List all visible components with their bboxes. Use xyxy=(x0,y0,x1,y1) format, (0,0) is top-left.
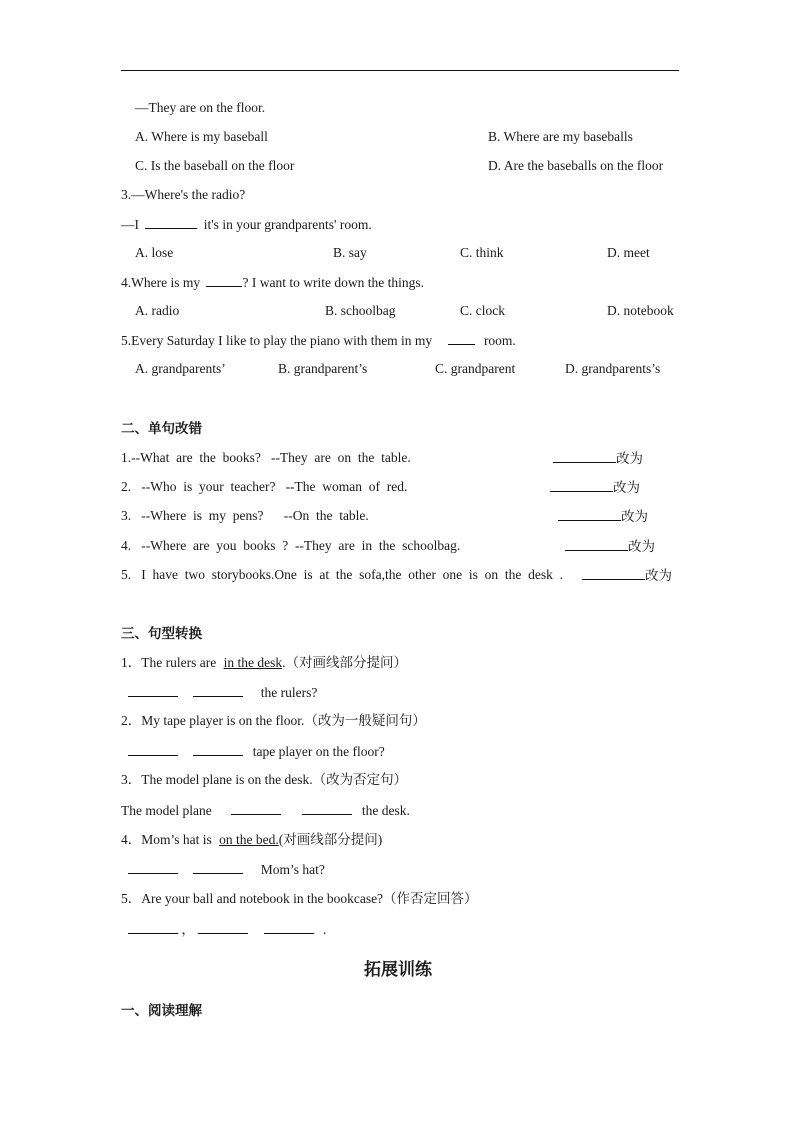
s3-answer-3-blank-2[interactable] xyxy=(302,802,352,815)
q3-option-d: D. meet xyxy=(607,245,650,260)
s3-answer-4 xyxy=(128,861,325,878)
s3-item-2: 2．My tape player is on the floor.（改为一般疑问句） xyxy=(121,713,426,728)
q3-option-a: A. lose xyxy=(135,245,174,260)
q2-option-b: B. Where are my baseballs xyxy=(488,129,633,144)
q3-blank[interactable] xyxy=(145,216,197,229)
s3-item-3: 3．The model plane is on the desk.（改为否定句） xyxy=(121,772,408,787)
s3-answer-1-tail: the rulers? xyxy=(260,685,318,700)
q4-option-c: C. clock xyxy=(460,303,505,318)
extension-heading: 一、阅读理解 xyxy=(121,1003,202,1019)
correction-blank-1[interactable] xyxy=(553,450,616,463)
q5-option-d: D. grandparents’s xyxy=(565,361,661,376)
s3-item-4-underlined: on the bed. xyxy=(219,832,279,847)
q4-option-a: A. radio xyxy=(135,303,180,318)
q3-option-b: B. say xyxy=(333,245,367,260)
correction-label-1: 改为 xyxy=(616,451,643,466)
correction-label-3: 改为 xyxy=(621,509,648,524)
section2-item-4: 4. --Where are you books ? --They are in the schoolbag. xyxy=(121,538,461,553)
s3-answer-4-tail: Mom’s hat? xyxy=(260,862,325,877)
correction-blank-5[interactable] xyxy=(582,567,645,580)
section3-heading: 三、句型转换 xyxy=(121,626,202,642)
q4-prefix: 4.Where is my xyxy=(121,275,201,290)
q5-option-b: B. grandparent’s xyxy=(278,361,368,376)
s3-answer-2-blank-1[interactable] xyxy=(128,743,178,756)
q2-option-a: A. Where is my baseball xyxy=(135,129,268,144)
correction-blank-4[interactable] xyxy=(565,538,628,551)
section2-heading: 二、单句改错 xyxy=(121,421,202,437)
q3-line-suffix: it's in your grandparents' room. xyxy=(203,217,372,232)
correction-label-5: 改为 xyxy=(645,568,672,583)
correction-blank-2[interactable] xyxy=(550,479,613,492)
s3-answer-5-comma: ， xyxy=(181,922,195,937)
section2-correction-1 xyxy=(553,450,643,467)
section2-correction-4 xyxy=(565,538,655,555)
s3-answer-5-blank-3[interactable] xyxy=(264,921,314,934)
s3-answer-5-blank-2[interactable] xyxy=(198,921,248,934)
s3-answer-3 xyxy=(121,802,410,819)
correction-label-4: 改为 xyxy=(628,539,655,554)
s3-answer-5-period: . xyxy=(323,922,327,937)
q5-prefix: 5.Every Saturday I like to play the piano with them in my xyxy=(121,333,433,348)
section2-item-3: 3. --Where is my pens? --On the table. xyxy=(121,508,369,523)
section2-item-1: 1.--What are the books? --They are on the table. xyxy=(121,450,411,465)
s3-answer-1 xyxy=(128,684,317,701)
q5-blank[interactable] xyxy=(448,332,475,345)
s3-item-1 xyxy=(121,655,407,671)
extension-title: 拓展训练 xyxy=(364,960,432,980)
q5-question xyxy=(121,332,516,349)
q4-blank[interactable] xyxy=(206,274,242,287)
s3-answer-4-blank-2[interactable] xyxy=(193,861,243,874)
q5-option-c: C. grandparent xyxy=(435,361,516,376)
s3-item-1-suffix: .（对画线部分提问） xyxy=(282,655,407,670)
q4-question xyxy=(121,274,424,291)
q4-option-b: B. schoolbag xyxy=(325,303,396,318)
section2-correction-5 xyxy=(582,567,672,584)
header-rule xyxy=(121,70,679,71)
s3-answer-3-tail: the desk. xyxy=(361,803,410,818)
q3-question: 3.—Where's the radio? xyxy=(121,187,246,202)
q3-fill-line xyxy=(121,216,372,233)
s3-answer-5-blank-1[interactable] xyxy=(128,921,178,934)
section2-correction-3 xyxy=(558,508,648,525)
q3-option-c: C. think xyxy=(460,245,504,260)
s3-item-1-underlined: in the desk xyxy=(223,655,283,670)
s3-item-1-prefix: 1．The rulers are xyxy=(121,655,217,670)
q2-answer-line: —They are on the floor. xyxy=(135,100,266,115)
section2-item-2: 2. --Who is your teacher? --The woman of red. xyxy=(121,479,408,494)
q2-option-d: D. Are the baseballs on the floor xyxy=(488,158,664,173)
s3-answer-2-blank-2[interactable] xyxy=(193,743,243,756)
q4-suffix: ? I want to write down the things. xyxy=(242,275,424,290)
s3-answer-1-blank-1[interactable] xyxy=(128,684,178,697)
s3-item-4-prefix: 4．Mom’s hat is xyxy=(121,832,212,847)
s3-item-5: 5．Are your ball and notebook in the bookcase?（作否定回答） xyxy=(121,891,478,906)
q2-option-c: C. Is the baseball on the floor xyxy=(135,158,295,173)
s3-answer-2-tail: tape player on the floor? xyxy=(252,744,385,759)
q5-suffix: room. xyxy=(483,333,516,348)
s3-answer-5 xyxy=(128,921,326,938)
s3-answer-3-blank-1[interactable] xyxy=(231,802,281,815)
s3-answer-3-head: The model plane xyxy=(121,803,212,818)
section2-item-5: 5. I have two storybooks.One is at the sofa,the other one is on the desk . xyxy=(121,567,564,582)
correction-blank-3[interactable] xyxy=(558,508,621,521)
q5-option-a: A. grandparents’ xyxy=(135,361,226,376)
s3-answer-4-blank-1[interactable] xyxy=(128,861,178,874)
section2-correction-2 xyxy=(550,479,640,496)
correction-label-2: 改为 xyxy=(613,480,640,495)
s3-answer-2 xyxy=(128,743,385,760)
q4-option-d: D. notebook xyxy=(607,303,674,318)
s3-answer-1-blank-2[interactable] xyxy=(193,684,243,697)
s3-item-4-suffix: (对画线部分提问) xyxy=(278,832,383,847)
s3-item-4 xyxy=(121,832,382,848)
q3-line-prefix: —I xyxy=(121,217,139,232)
